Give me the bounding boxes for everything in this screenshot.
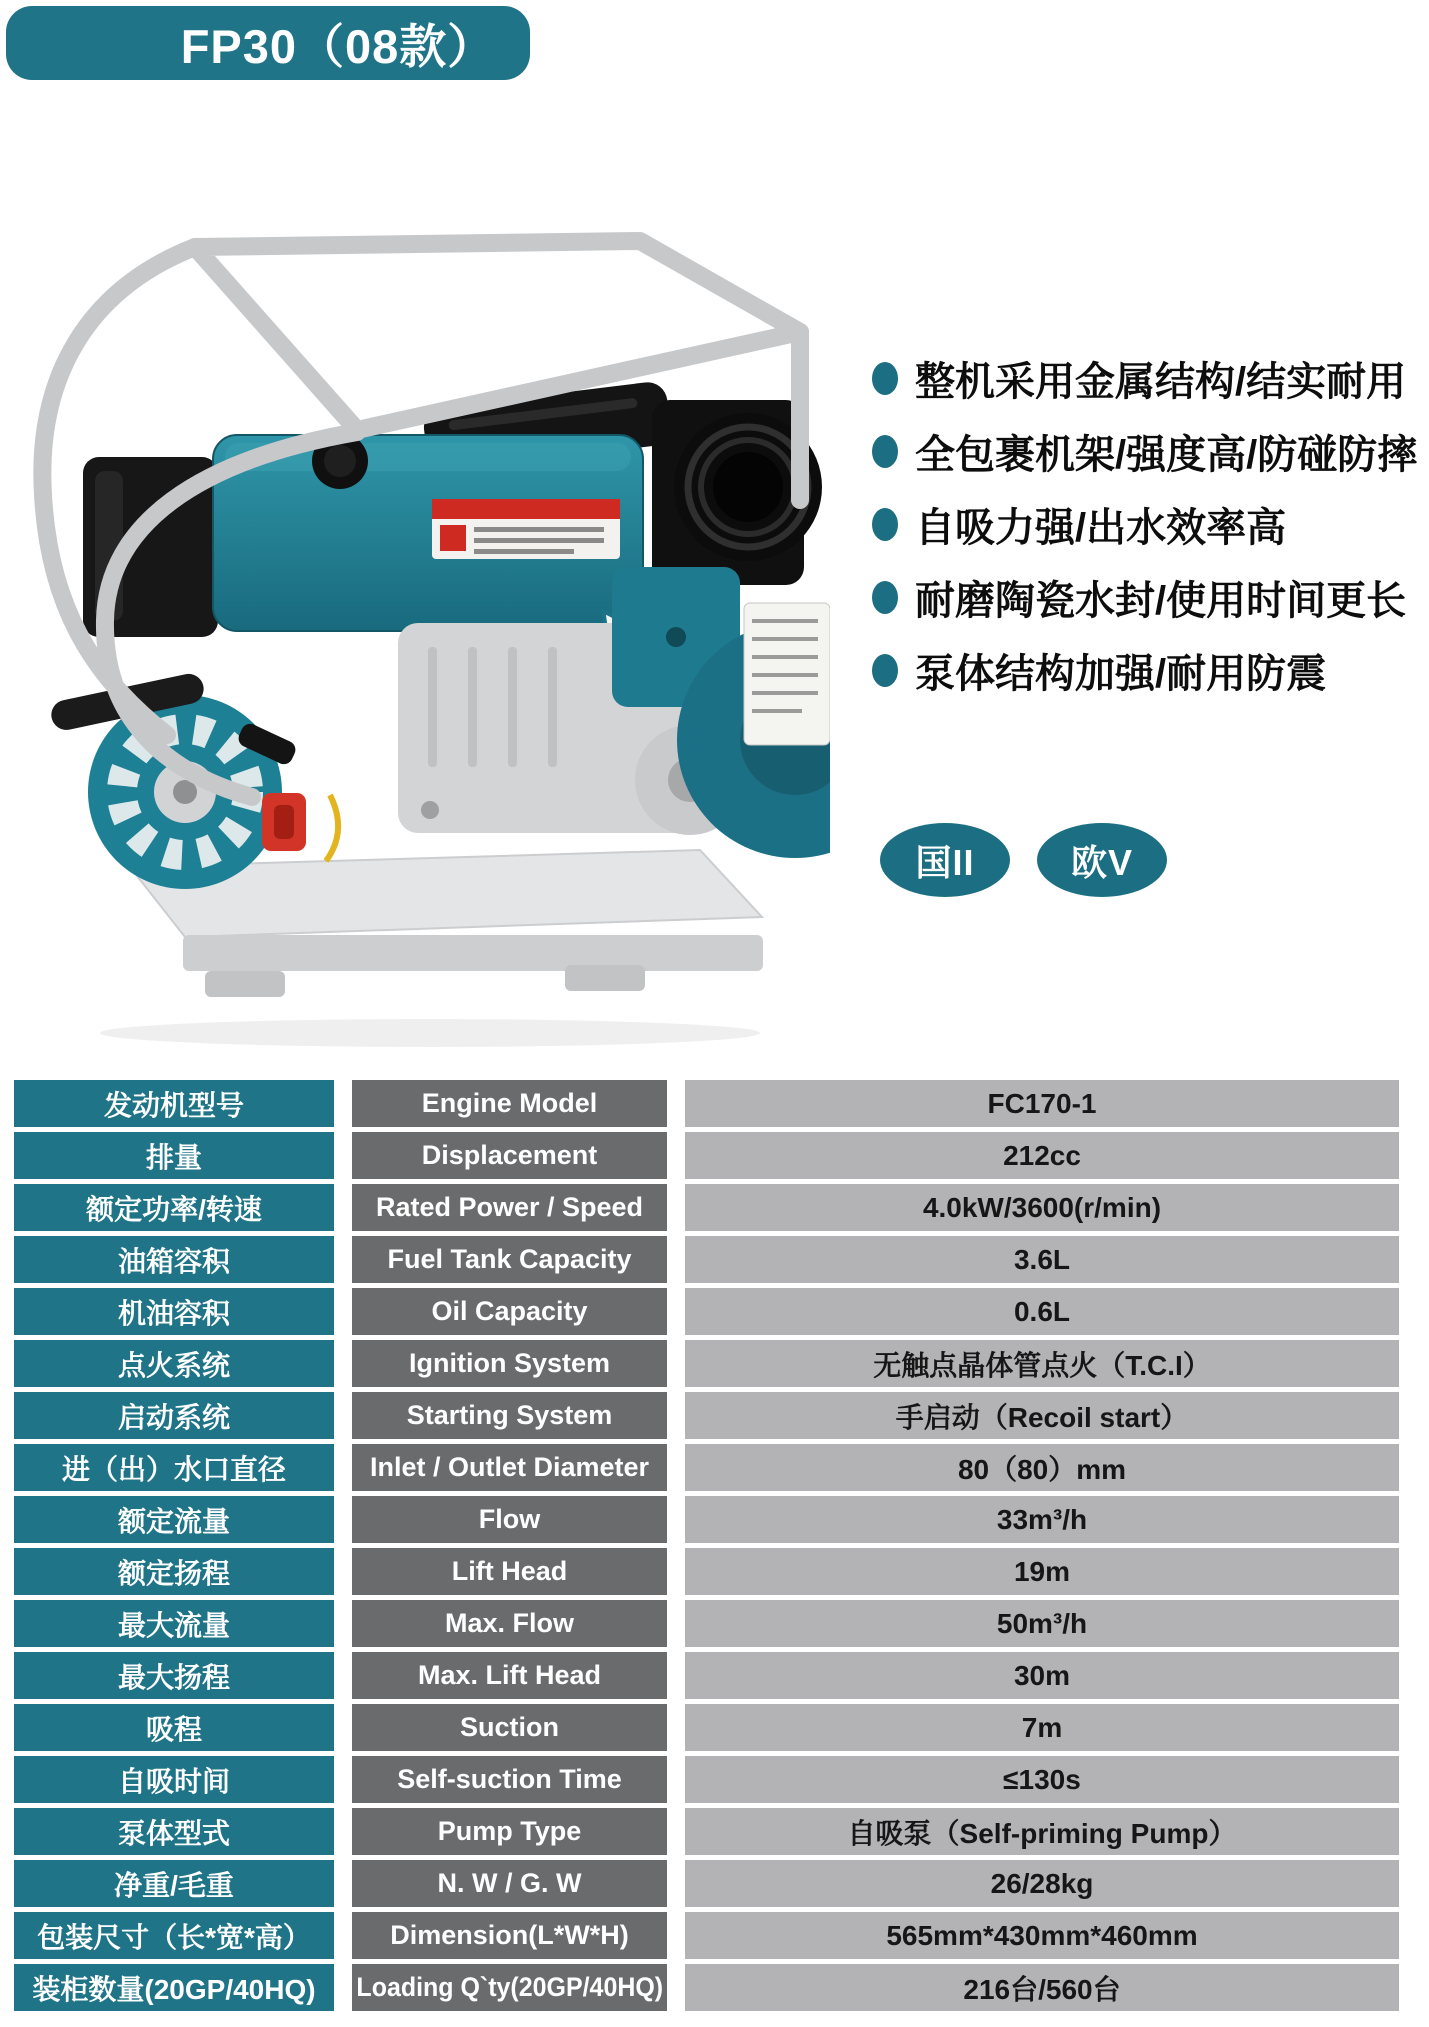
feature-text: 全包裹机架/强度高/防碰防摔 [915, 432, 1418, 477]
spec-value-cell: 无触点晶体管点火（T.C.I） [685, 1340, 1399, 1387]
spec-value-cell: ≤130s [685, 1756, 1399, 1803]
spec-value-cell: 0.6L [685, 1288, 1399, 1335]
spec-cn-cell: 发动机型号 [14, 1080, 334, 1127]
spec-table [14, 1080, 1401, 2011]
bullet-icon [872, 362, 898, 395]
spec-cn-cell: 最大流量 [14, 1600, 334, 1647]
spec-value-cell: FC170-1 [685, 1080, 1399, 1127]
spec-en-cell: Flow [352, 1496, 667, 1543]
spec-value-cell: 80（80）mm [685, 1444, 1399, 1491]
feature-item [872, 352, 1417, 404]
bullet-icon [872, 435, 898, 468]
spec-value-cell: 216台/560台 [685, 1964, 1399, 2011]
spec-en-cell: Pump Type [352, 1808, 667, 1855]
spec-label [744, 603, 830, 745]
spec-cn-cell: 额定功率/转速 [14, 1184, 334, 1231]
feature-item [872, 498, 1417, 550]
spec-en-cell: Lift Head [352, 1548, 667, 1595]
spec-en-cell: Ignition System [352, 1340, 667, 1387]
spec-en-cell: N. W / G. W [352, 1860, 667, 1907]
page-title: FP30（08款） [180, 19, 496, 73]
spec-value-cell: 19m [685, 1548, 1399, 1595]
spec-cn-cell: 启动系统 [14, 1392, 334, 1439]
bullet-icon [872, 508, 898, 541]
spec-en-cell: Rated Power / Speed [352, 1184, 667, 1231]
feature-list [872, 352, 1417, 696]
spec-en-cell: Max. Flow [352, 1600, 667, 1647]
spec-value-cell: 30m [685, 1652, 1399, 1699]
spec-value-cell: 自吸泵（Self-priming Pump） [685, 1808, 1399, 1855]
feature-item [872, 571, 1417, 623]
spec-cn-cell: 点火系统 [14, 1340, 334, 1387]
spec-value-cell: 7m [685, 1704, 1399, 1751]
feature-text: 泵体结构加强/耐用防震 [915, 651, 1327, 696]
spec-value-cell: 212cc [685, 1132, 1399, 1179]
spec-en-cell: Max. Lift Head [352, 1652, 667, 1699]
spec-value-cell: 3.6L [685, 1236, 1399, 1283]
emission-badge-euro-v: 欧V [1037, 823, 1167, 897]
feature-text: 整机采用金属结构/结实耐用 [915, 359, 1407, 404]
spec-cn-cell: 装柜数量(20GP/40HQ) [14, 1964, 334, 2011]
product-title-badge [6, 6, 530, 80]
spec-cn-cell: 净重/毛重 [14, 1860, 334, 1907]
spec-value-cell: 手启动（Recoil start） [685, 1392, 1399, 1439]
spec-cn-cell: 额定流量 [14, 1496, 334, 1543]
feature-text: 耐磨陶瓷水封/使用时间更长 [915, 578, 1407, 623]
spec-en-cell: Self-suction Time [352, 1756, 667, 1803]
spec-cn-cell: 排量 [14, 1132, 334, 1179]
recoil-starter [88, 695, 298, 889]
warning-label [432, 499, 620, 559]
spec-cn-cell: 进（出）水口直径 [14, 1444, 334, 1491]
spec-en-cell: Dimension(L*W*H) [352, 1912, 667, 1959]
bullet-icon [872, 581, 898, 614]
emission-badges [880, 823, 1167, 897]
spec-cn-cell: 吸程 [14, 1704, 334, 1751]
spec-en-cell: Inlet / Outlet Diameter [352, 1444, 667, 1491]
spec-value-cell: 565mm*430mm*460mm [685, 1912, 1399, 1959]
spec-en-cell: Starting System [352, 1392, 667, 1439]
spec-en-cell: Loading Q`ty(20GP/40HQ) [352, 1964, 667, 2011]
spec-value-cell: 26/28kg [685, 1860, 1399, 1907]
spec-cn-cell: 额定扬程 [14, 1548, 334, 1595]
emission-badge-china-ii: 国II [880, 823, 1010, 897]
spec-en-cell: Displacement [352, 1132, 667, 1179]
spec-en-cell: Suction [352, 1704, 667, 1751]
spec-en-cell: Fuel Tank Capacity [352, 1236, 667, 1283]
spec-value-cell: 33m³/h [685, 1496, 1399, 1543]
spec-en-cell: Engine Model [352, 1080, 667, 1127]
spec-cn-cell: 最大扬程 [14, 1652, 334, 1699]
spec-value-cell: 50m³/h [685, 1600, 1399, 1647]
spec-cn-cell: 机油容积 [14, 1288, 334, 1335]
spec-cn-cell: 包装尺寸（长*宽*高） [14, 1912, 334, 1959]
feature-item [872, 425, 1417, 477]
engine-assembly [49, 380, 830, 889]
spec-cn-cell: 油箱容积 [14, 1236, 334, 1283]
spec-value-cell: 4.0kW/3600(r/min) [685, 1184, 1399, 1231]
spec-en-cell: Oil Capacity [352, 1288, 667, 1335]
feature-text: 自吸力强/出水效率高 [915, 505, 1287, 550]
product-image [0, 195, 830, 1055]
spec-cn-cell: 泵体型式 [14, 1808, 334, 1855]
spec-cn-cell: 自吸时间 [14, 1756, 334, 1803]
bullet-icon [872, 654, 898, 687]
feature-item [872, 644, 1417, 696]
